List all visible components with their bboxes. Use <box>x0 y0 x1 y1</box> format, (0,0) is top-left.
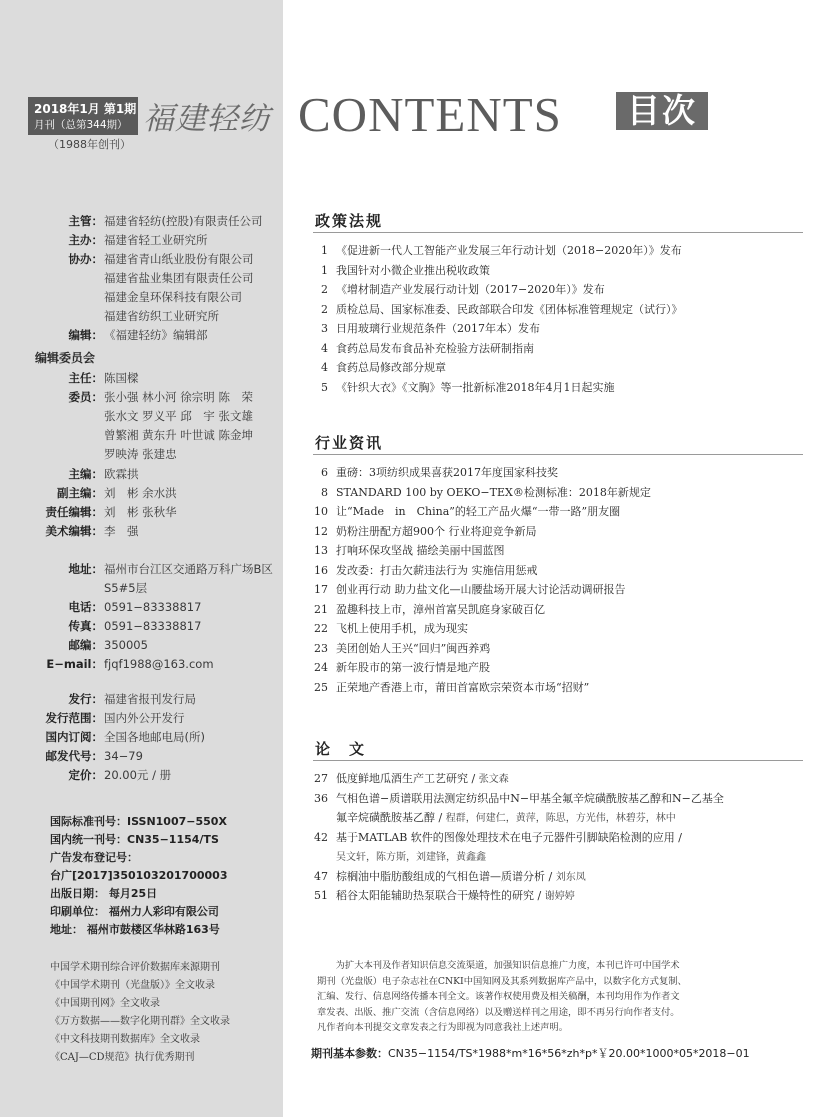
committee-value: 曾繁湘 黄东升 叶世诚 陈金坤 <box>104 428 253 442</box>
article-title: 发改委：打击欠薪违法行为 实施信用惩戒 <box>336 563 538 577</box>
article-author: 谢婷婷 <box>544 891 575 902</box>
database-item: 《CAJ—CD规范》执行优秀期刊 <box>50 1052 195 1063</box>
section-title: 政策法规 <box>315 212 384 230</box>
contact-value: S5#5层 <box>104 581 148 595</box>
toc-entry <box>310 828 780 847</box>
article-title: 我国针对小微企业推出税收政策 <box>336 263 490 277</box>
article-author: 程群，何建仁，黄萍，陈思，方光伟，林碧芬，林中 <box>445 813 676 824</box>
section-divider <box>313 454 803 455</box>
committee-value: 张小强 林小河 徐宗明 陈 荣 <box>104 390 253 404</box>
founded-year: （1988年创刊） <box>48 138 131 151</box>
distribution-value: 20.00元 / 册 <box>104 768 172 782</box>
article-title: 食药总局发布食品补充检验方法研制指南 <box>336 341 534 355</box>
page-number: 6 <box>321 466 328 479</box>
mulu-heading: 目次 <box>616 92 708 130</box>
page-number: 1 <box>321 244 328 257</box>
toc-entry <box>310 483 780 502</box>
page-number: 8 <box>321 485 328 499</box>
toc-entry <box>310 658 780 677</box>
section-title: 行业资讯 <box>315 434 384 452</box>
article-title: 美团创始人王兴“回归”闽西养鸡 <box>336 641 491 655</box>
database-item: 中国学术期刊综合评价数据库来源期刊 <box>50 962 220 973</box>
page-number: 3 <box>321 322 328 335</box>
article-title: 创业再行动 助力盐文化—山腰盐场开展大讨论活动调研报告 <box>336 583 626 596</box>
article-title: 《针织大衣》《文胸》等一批新标准2018年4月1日起实施 <box>336 380 615 394</box>
distribution-label: 发行范围： <box>45 711 103 725</box>
page-number: 16 <box>314 563 328 577</box>
page-number: 13 <box>314 544 328 557</box>
distribution-label: 邮发代号： <box>45 749 103 763</box>
editor-row <box>0 465 283 484</box>
editor-label: 责任编辑： <box>45 505 103 519</box>
notice-line: 凡作者向本刊提交文章发表之行为即视为同意我社上述声明。 <box>317 1022 569 1033</box>
toc-entry <box>310 261 780 280</box>
toc-entry <box>310 561 780 580</box>
issue-badge <box>28 97 138 135</box>
page-number: 36 <box>314 791 328 805</box>
distribution-row <box>0 690 283 709</box>
contact-row <box>0 598 283 617</box>
article-title: 正荣地产香港上市，莆田首富欧宗荣资本市场“招财” <box>336 680 590 694</box>
contact-value: 福州市台江区交通路万科广场B区 <box>104 562 273 576</box>
article-author: 刘东凤 <box>555 871 586 883</box>
article-title: 《促进新一代人工智能产业发展三年行动计划（2018−2020年）》发布 <box>336 244 682 257</box>
page-number: 2 <box>321 283 328 296</box>
editor-value: 李 强 <box>104 524 139 538</box>
editor-value: 刘 彬 余水洪 <box>104 486 177 500</box>
committee-label: 主任： <box>68 371 103 385</box>
contact-row <box>0 617 283 636</box>
article-title: 飞机上使用手机，成为现实 <box>336 622 468 635</box>
contact-label: 地址： <box>68 562 103 576</box>
page-number: 22 <box>314 622 328 635</box>
toc-entry <box>310 300 780 319</box>
page-number: 5 <box>321 380 328 394</box>
toc-entry <box>310 600 780 619</box>
committee-row <box>0 407 283 426</box>
article-title: 重磅：3项纺织成果喜获2017年度国家科技奖 <box>336 466 558 479</box>
issue-number: 月刊（总第344期） <box>34 119 128 131</box>
page-number: 4 <box>321 361 328 374</box>
staff-value: 《福建轻纺》编辑部 <box>104 328 208 342</box>
basic-params-label: 期刊基本参数： <box>311 1047 388 1060</box>
toc-entry <box>310 847 780 866</box>
toc-entry <box>310 463 780 482</box>
database-list <box>50 959 230 1067</box>
toc-entry <box>310 319 780 338</box>
committee-label: 委员： <box>68 390 103 404</box>
staff-row <box>0 288 283 307</box>
article-title: 奶粉注册配方超900个 行业将迎竞争新局 <box>336 524 537 538</box>
editor-row <box>0 522 283 541</box>
staff-label: 主管： <box>68 214 103 228</box>
contact-label: 电话： <box>68 600 103 614</box>
toc-entry <box>310 867 780 886</box>
toc-entry <box>310 769 780 788</box>
toc-entry <box>310 378 780 397</box>
distribution-value: 34−79 <box>104 749 143 763</box>
staff-row <box>0 212 283 231</box>
committee-heading: 编辑委员会 <box>35 351 96 365</box>
article-title: 日用玻璃行业规范条件（2017年本）发布 <box>336 322 540 335</box>
article-title: 让“Made in China”的轻工产品火爆“一带一路”朋友圈 <box>336 505 621 518</box>
editor-row <box>0 484 283 503</box>
page-number: 10 <box>314 505 328 518</box>
section-divider <box>313 760 803 761</box>
database-item: 《中国学术期刊（光盘版）》全文收录 <box>50 980 215 991</box>
staff-value: 福建金皇环保科技有限公司 <box>104 290 242 304</box>
registration-line: 地址： 福州市鼓楼区华林路163号 <box>50 923 220 936</box>
toc-entry <box>310 339 780 358</box>
registration-line: 出版日期： 每月25日 <box>50 887 158 900</box>
article-title: 食药总局修改部分规章 <box>336 361 446 374</box>
toc-entry <box>310 541 780 560</box>
article-title: 打响环保攻坚战 描绘美丽中国蓝图 <box>336 544 505 557</box>
staff-value: 福建省轻工业研究所 <box>104 233 208 247</box>
distribution-value: 福建省报刊发行局 <box>104 692 196 706</box>
staff-row <box>0 231 283 250</box>
database-item: 《中文科技期刊数据库》全文收录 <box>50 1034 200 1045</box>
article-title: 气相色谱−质谱联用法测定纺织品中N−甲基全氟辛烷磺酰胺基乙醇和N−乙基全 <box>336 791 724 805</box>
committee-value: 罗映涛 张建忠 <box>104 447 177 461</box>
staff-row <box>0 269 283 288</box>
committee-value: 陈国樑 <box>104 371 139 385</box>
page-number: 12 <box>314 524 328 538</box>
article-title: STANDARD 100 by OEKO−TEX®检测标准：2018年新规定 <box>336 485 651 499</box>
editor-value: 刘 彬 张秋华 <box>104 505 177 519</box>
article-title: 低度鲜地瓜酒生产工艺研究 / 张文森 <box>336 772 509 785</box>
toc-entry <box>310 580 780 599</box>
staff-value: 福建省轻纺(控股)有限责任公司 <box>104 214 263 228</box>
page-number: 51 <box>314 889 328 902</box>
contact-value: fjqf1988@163.com <box>104 657 214 671</box>
basic-parameters <box>311 1045 750 1061</box>
contact-row <box>0 560 283 579</box>
article-title: 盈趣科技上市，漳州首富吴凯庭身家破百亿 <box>336 602 545 616</box>
page-number: 21 <box>314 602 328 616</box>
notice-line: 章发表、出版、推广交流（含信息网络）以及赠送样刊之用途，即不再另行向作者支付。 <box>317 1006 680 1018</box>
committee-row <box>0 388 283 407</box>
notice-line: 汇编、发行、信息网络传播本刊全文。该著作权使用费及相关稿酬，本刊均用作为作者文 <box>317 991 680 1002</box>
committee-row <box>0 426 283 445</box>
article-author: 吴文轩，陈方斯，刘建锋，黄鑫鑫 <box>336 852 486 863</box>
section-title: 论 文 <box>315 740 367 758</box>
database-item: 《万方数据——数字化期刊群》全文收录 <box>50 1016 230 1027</box>
toc-entry <box>310 678 780 697</box>
contents-heading: CONTENTS <box>298 87 562 142</box>
distribution-row <box>0 766 283 785</box>
staff-row <box>0 307 283 326</box>
distribution-row <box>0 728 283 747</box>
registration-line: 台广[2017]350103201700003 <box>50 869 228 882</box>
page-number: 4 <box>321 341 328 355</box>
registration-line: 国内统一刊号：CN35−1154/TS <box>50 833 219 846</box>
sidebar-panel <box>0 0 283 1117</box>
basic-params-value: CN35−1154/TS*1988*m*16*56*zh*p*￥20.00*1000*05*2018−01 <box>388 1047 750 1060</box>
toc-entry <box>310 639 780 658</box>
journal-logo: 福建轻纺 <box>143 101 271 137</box>
contact-label: E−mail： <box>46 657 103 671</box>
committee-value: 张水文 罗义平 邱 宇 张文雄 <box>104 409 253 423</box>
toc-entry <box>310 241 780 260</box>
toc-entry <box>310 619 780 638</box>
page-number: 24 <box>314 661 328 674</box>
distribution-value: 全国各地邮电局(所) <box>104 730 205 744</box>
contact-row <box>0 655 283 674</box>
staff-label: 协办： <box>68 252 103 266</box>
registration-info <box>50 813 227 939</box>
article-title: 新年股市的第一波行情是地产股 <box>336 661 490 674</box>
page-number: 2 <box>321 302 328 316</box>
page-number: 25 <box>314 680 328 694</box>
toc-entry <box>310 280 780 299</box>
page-number: 47 <box>314 869 328 883</box>
page-number: 27 <box>314 772 328 785</box>
notice-line: 期刊（光盘版）电子杂志社在CNKI中国知网及其系列数据库产品中，以数字化方式复制、 <box>317 975 687 987</box>
contact-row <box>0 579 283 598</box>
staff-value: 福建省盐业集团有限责任公司 <box>104 271 254 285</box>
editor-label: 副主编： <box>57 486 103 500</box>
toc-entry <box>310 358 780 377</box>
toc-entry <box>310 522 780 541</box>
contact-value: 0591−83338817 <box>104 619 202 633</box>
editor-label: 主编： <box>68 467 103 481</box>
article-title: 《增材制造产业发展行动计划（2017−2020年）》发布 <box>336 283 605 296</box>
registration-line: 印刷单位： 福州力人彩印有限公司 <box>50 905 219 918</box>
editor-label: 美术编辑： <box>45 524 103 538</box>
page-number: 42 <box>314 830 328 844</box>
issue-date: 2018年1月 第1期 <box>34 102 137 116</box>
staff-row <box>0 326 283 345</box>
distribution-row <box>0 747 283 766</box>
article-title: 氟辛烷磺酰胺基乙醇 / 程群，何建仁，黄萍，陈思，方光伟，林碧芬，林中 <box>336 811 676 824</box>
toc-entry <box>310 789 780 808</box>
article-title <box>336 847 486 867</box>
distribution-label: 发行： <box>68 692 103 706</box>
contact-label: 传真： <box>68 619 103 633</box>
article-title: 棕榈油中脂肪酸组成的气相色谱—质谱分析 / 刘东凤 <box>336 869 586 883</box>
article-title: 质检总局、国家标准委、民政部联合印发《团体标准管理规定（试行）》 <box>336 302 683 316</box>
distribution-label: 国内订阅： <box>45 730 103 744</box>
database-item: 《中国期刊网》全文收录 <box>50 998 160 1009</box>
contact-value: 350005 <box>104 638 148 652</box>
page-number: 23 <box>314 641 328 655</box>
editor-value: 欧霖拱 <box>104 467 139 481</box>
staff-row <box>0 250 283 269</box>
staff-label: 主办： <box>68 233 103 247</box>
contact-label: 邮编： <box>68 638 103 652</box>
registration-line: 国际标准刊号：ISSN1007−550X <box>50 815 227 828</box>
article-author: 张文森 <box>478 774 509 785</box>
committee-row <box>0 369 283 388</box>
staff-label: 编辑： <box>68 328 103 342</box>
page-number: 17 <box>314 583 328 596</box>
page-number: 1 <box>321 263 328 277</box>
toc-entry <box>310 502 780 521</box>
editor-row <box>0 503 283 522</box>
distribution-value: 国内外公开发行 <box>104 711 185 725</box>
copyright-notice <box>317 958 762 1036</box>
committee-row <box>0 445 283 464</box>
article-title: 稻谷太阳能辅助热泵联合干燥特性的研究 / 谢婷婷 <box>336 889 575 902</box>
toc-entry <box>310 886 780 905</box>
staff-value: 福建省纺织工业研究所 <box>104 309 219 323</box>
toc-entry <box>310 808 780 827</box>
distribution-row <box>0 709 283 728</box>
contact-row <box>0 636 283 655</box>
staff-value: 福建省青山纸业股份有限公司 <box>104 252 254 266</box>
notice-line: 为扩大本刊及作者知识信息交流渠道，加强知识信息推广力度，本刊已许可中国学术 <box>317 960 680 971</box>
article-title: 基于MATLAB 软件的图像处理技术在电子元器件引脚缺陷检测的应用 / <box>336 830 682 844</box>
contact-value: 0591−83338817 <box>104 600 202 614</box>
distribution-label: 定价： <box>68 768 103 782</box>
registration-line: 广告发布登记号： <box>50 851 138 864</box>
section-divider <box>313 232 803 233</box>
